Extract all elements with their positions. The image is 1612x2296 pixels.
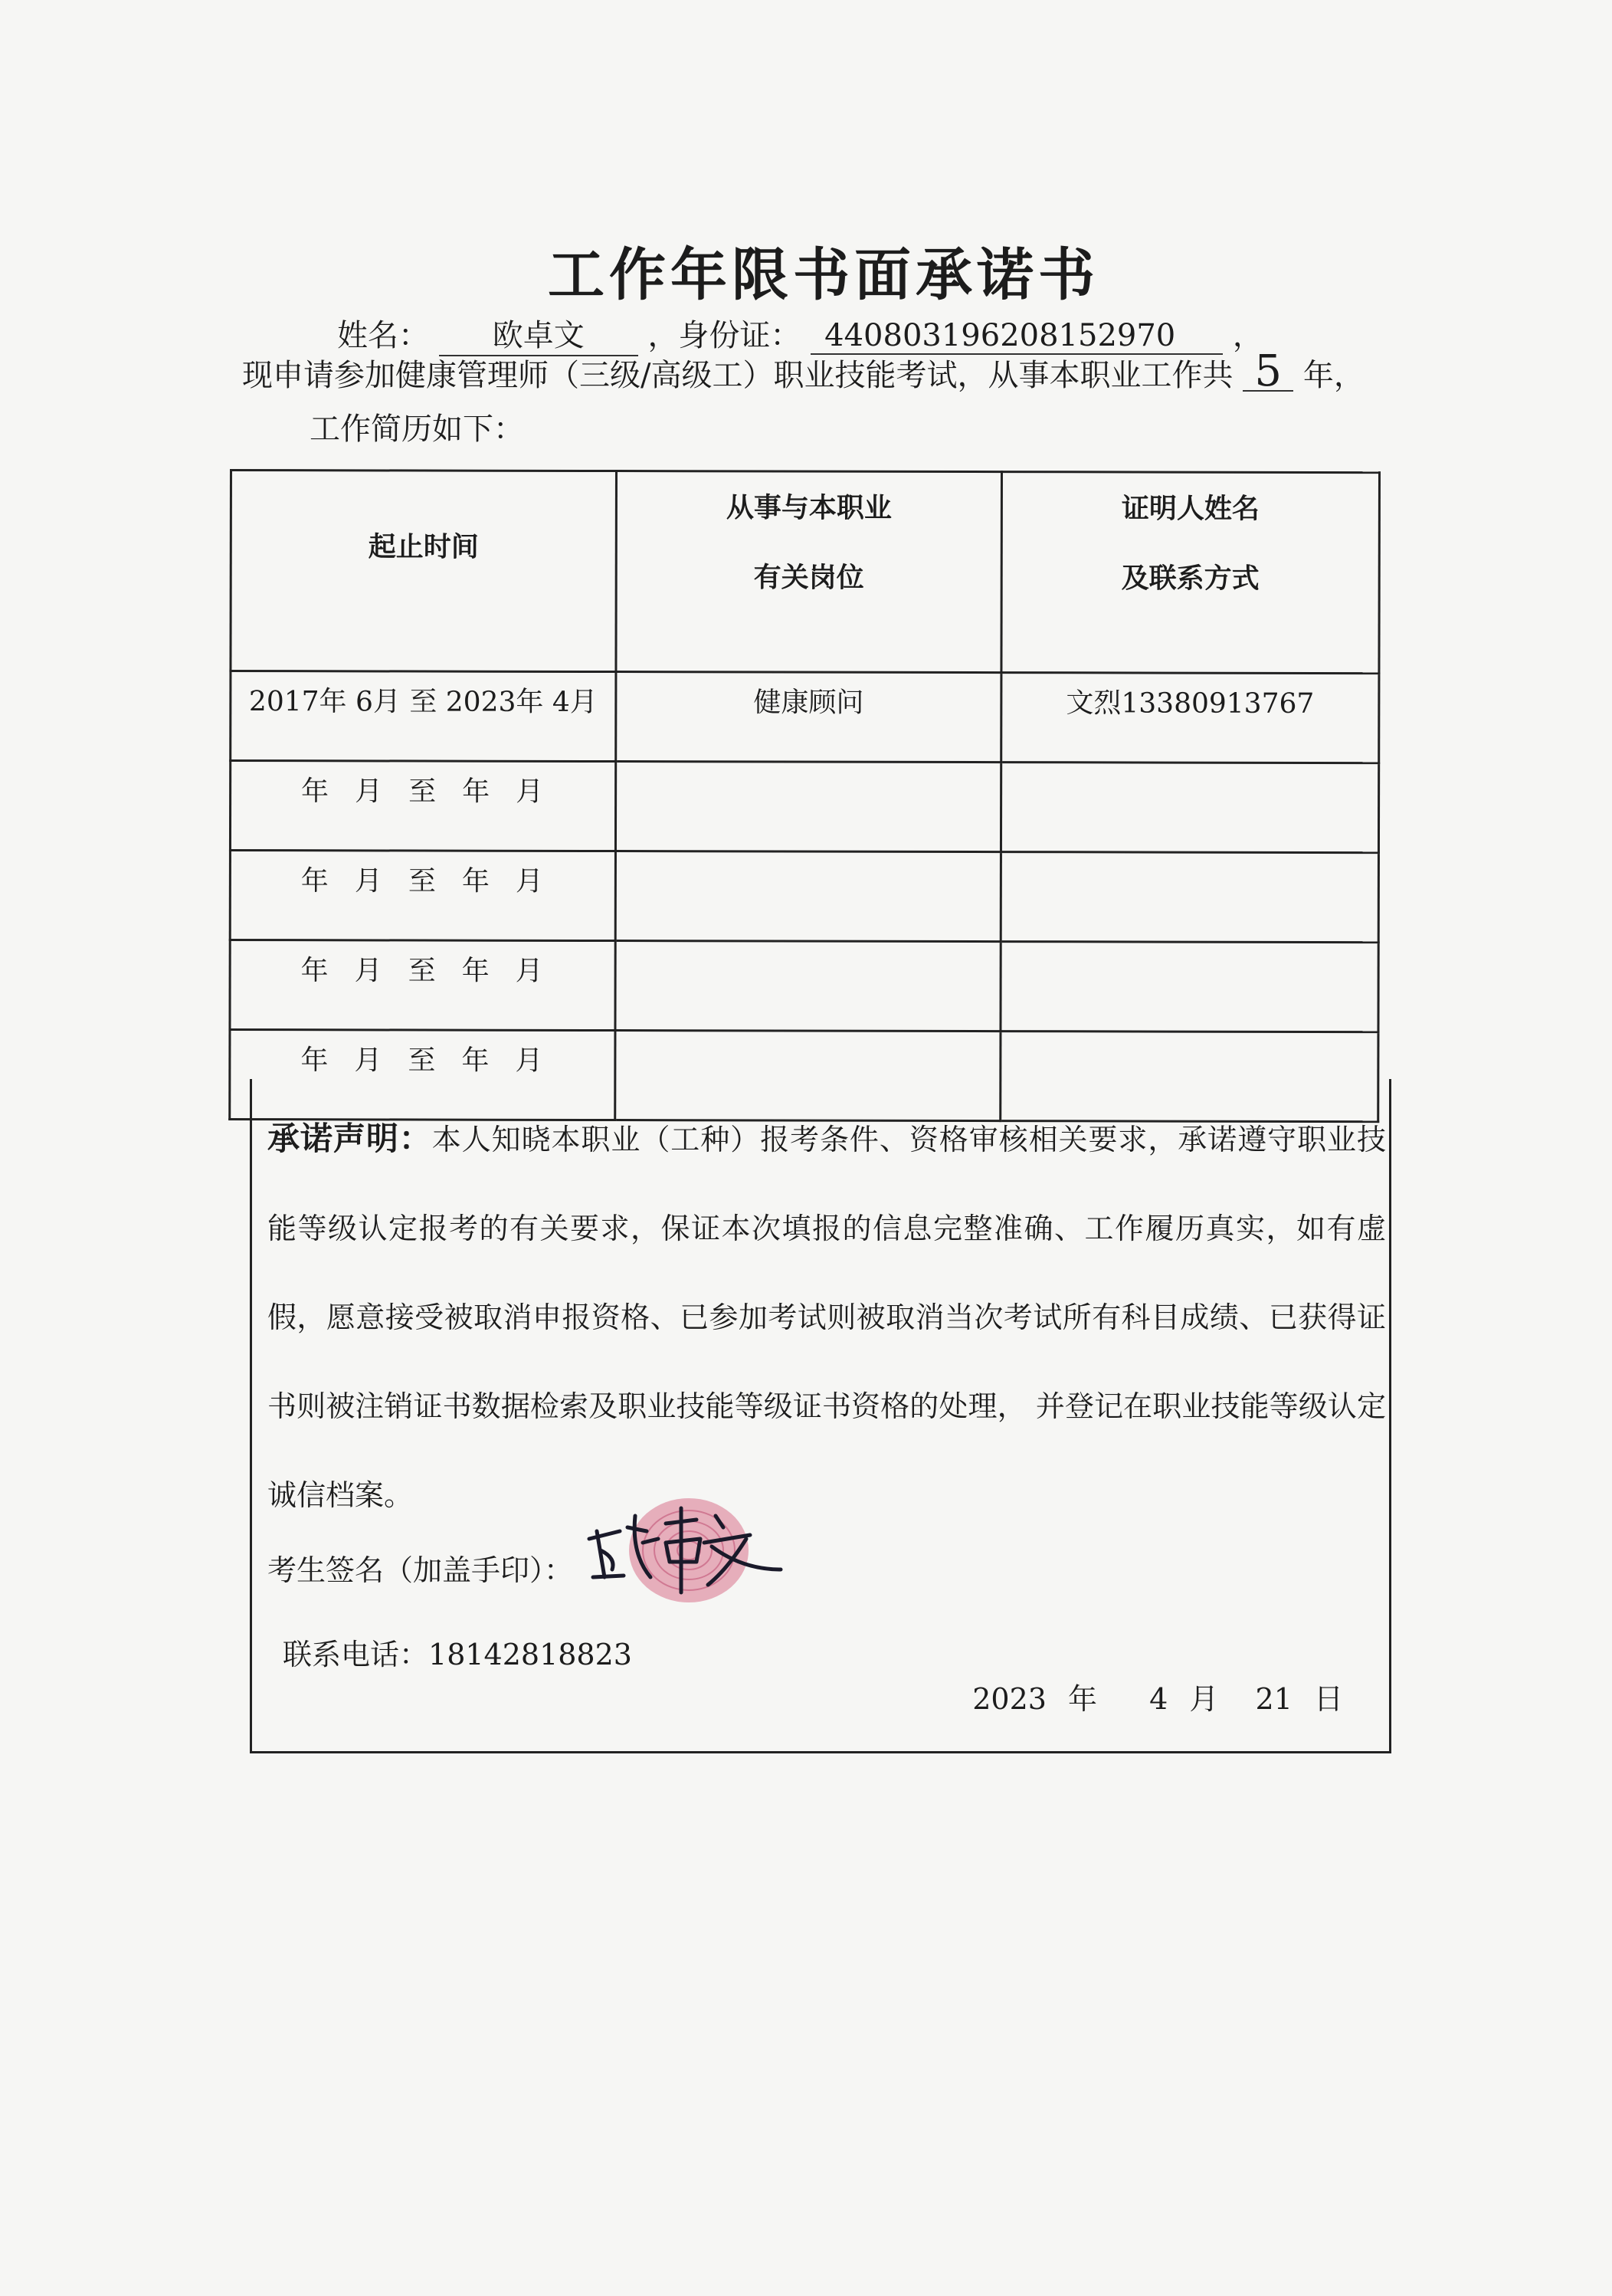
date-month-unit: 月 (1189, 1682, 1219, 1716)
date-day-unit: 日 (1313, 1682, 1343, 1716)
row-witness-blank (1001, 763, 1378, 853)
month-unit: 月 (354, 865, 384, 897)
month-unit: 月 (516, 776, 546, 808)
year-unit: 年 (462, 776, 492, 808)
row-position: 健康顾问 (616, 672, 1001, 763)
name-label: 姓名： (337, 318, 429, 353)
year-unit: 年 (300, 865, 330, 897)
row-position-blank (615, 851, 1001, 942)
year-unit: 年 (461, 865, 491, 897)
row-period-blank (230, 940, 615, 1031)
table-row (231, 671, 1379, 763)
signature-label: 考生签名（加盖手印）： (267, 1553, 574, 1587)
phone-label: 联系电话： (283, 1638, 429, 1671)
table-row-empty (230, 851, 1378, 943)
date-day: 21 (1255, 1682, 1293, 1716)
id-suffix: ， (1232, 318, 1263, 353)
row-period-blank (230, 851, 615, 941)
header-period-text: 起止时间 (368, 531, 479, 563)
header-position-line1: 从事与本职业 (726, 492, 892, 524)
month-unit: 月 (515, 1045, 545, 1077)
month-unit: 月 (354, 1045, 384, 1077)
header-witness-line1: 证明人姓名 (1121, 493, 1260, 525)
date-year-unit: 年 (1068, 1682, 1098, 1716)
declaration-box (250, 1079, 1391, 1753)
contact-line (283, 1631, 632, 1673)
row-witness-blank (1001, 942, 1378, 1032)
id-value: 440803196208152970 (811, 318, 1223, 355)
work-history-table (228, 469, 1381, 1123)
to-word: 至 (408, 865, 437, 897)
row-witness-blank (1001, 852, 1378, 943)
applicant-line (337, 311, 1263, 356)
row-period: 2017年 6月 至 2023年 4月 (231, 671, 616, 762)
years-value: 5 (1243, 353, 1293, 392)
declaration-text: 本人知晓本职业（工种）报考条件、资格审核相关要求，承诺遵守职业技能等级认定报考的有关要求，保证本次填报的信息完整准确、工作履历真实，如有虚假，愿意接受被取消申报资格、已参加考试则被取消当次考试所有科目成绩、已获得证书则被注销证书数据检索及职业技能等级证书资格的处理， 并登记在职业技能等级认定诚信档案。 (267, 1123, 1386, 1512)
table-row-empty (230, 940, 1378, 1032)
declaration-text-block (267, 1094, 1386, 1540)
year-unit: 年 (301, 776, 331, 808)
header-position-line2: 有关岗位 (753, 562, 864, 594)
signature-fingerprint-graphic (574, 1485, 804, 1608)
application-text-after: 年， (1302, 358, 1365, 393)
name-value: 欧卓文 (439, 311, 638, 356)
date-year: 2023 (972, 1682, 1047, 1716)
month-unit: 月 (354, 955, 384, 987)
sign-date (972, 1675, 1343, 1717)
id-label: ，身份证： (647, 318, 801, 353)
table-row-empty (230, 761, 1378, 853)
row-witness: 文烈13380913767 (1001, 673, 1379, 763)
phone-number: 18142818823 (428, 1638, 632, 1671)
application-text: 现申请参加健康管理师（三级/高级工）职业技能考试，从事本职业工作共 (242, 358, 1234, 393)
year-unit: 年 (461, 1045, 491, 1077)
header-witness (1001, 472, 1380, 674)
month-unit: 月 (355, 776, 385, 808)
to-word: 至 (408, 955, 437, 987)
header-period (231, 471, 617, 672)
header-witness-line2: 及联系方式 (1121, 563, 1260, 595)
row-position-blank (615, 762, 1001, 852)
year-unit: 年 (300, 1045, 330, 1077)
resume-label: 工作简历如下： (310, 412, 524, 447)
to-word: 至 (408, 776, 438, 808)
header-position (616, 471, 1002, 673)
month-unit: 月 (515, 955, 545, 987)
application-line (242, 346, 1365, 396)
table-header-row (231, 471, 1380, 674)
year-unit: 年 (461, 955, 491, 987)
declaration-label: 承诺声明： (267, 1120, 432, 1157)
date-month: 4 (1149, 1682, 1168, 1716)
row-position-blank (615, 941, 1001, 1032)
to-word: 至 (408, 1045, 437, 1077)
document-title: 工作年限书面承诺书 (548, 242, 1099, 308)
row-period-blank (230, 761, 615, 851)
fingerprint-mark (629, 1498, 749, 1602)
year-unit: 年 (300, 955, 330, 987)
month-unit: 月 (515, 865, 545, 897)
